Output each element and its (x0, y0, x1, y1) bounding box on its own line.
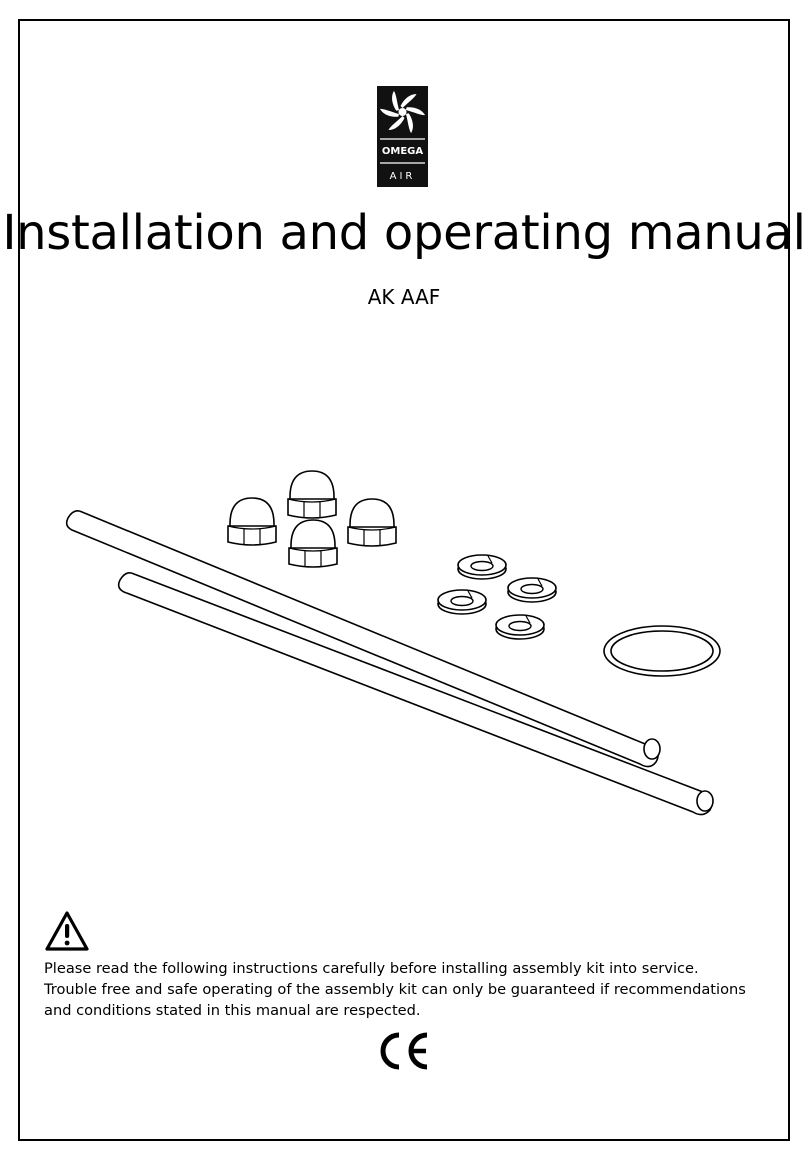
cap-nut-3 (348, 499, 396, 546)
threaded-rod-2 (119, 573, 713, 815)
cap-nut-2 (288, 471, 336, 518)
lock-washer-2 (508, 578, 556, 602)
warning-notice: Please read the following instructions carefully before installing assembly kit into service. Trouble free and safe operating of the assembly kit can only be guaranteed if recommendations and conditions stated in this manual are respected. (44, 960, 746, 1019)
logo-text-top: OMEGA (381, 146, 424, 157)
threaded-rod-1 (67, 511, 660, 767)
logo-text-bottom: AIR (389, 171, 416, 182)
cap-nut-4 (289, 520, 337, 567)
warning-triangle-icon (44, 910, 90, 952)
omega-air-logo (377, 86, 428, 187)
assembly-kit-illustration (60, 460, 740, 840)
lock-washer-3 (438, 590, 486, 614)
ce-mark (377, 1030, 433, 1072)
lock-washer-4 (496, 615, 544, 639)
model-name: AK AAF (367, 285, 441, 309)
o-ring (604, 626, 720, 676)
cap-nut-1 (228, 498, 276, 545)
lock-washer-1 (458, 555, 506, 579)
document-title: Installation and operating manual (2, 205, 806, 261)
